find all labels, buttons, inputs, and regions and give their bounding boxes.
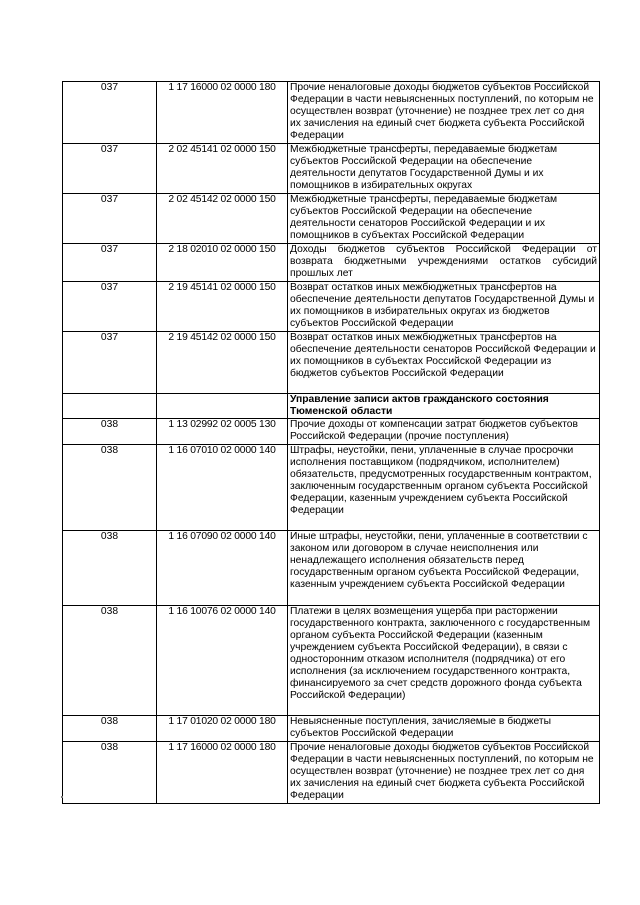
section-title: Управление записи актов гражданского состояния Тюменской области	[288, 394, 600, 419]
budget-code-cell	[157, 394, 288, 419]
admin-code-cell: 037	[63, 194, 157, 244]
revenue-name-cell: Невыясненные поступления, зачисляемые в бюджеты субъектов Российской Федерации	[288, 716, 600, 742]
admin-code-cell: 038	[63, 419, 157, 445]
revenue-name-cell: Доходы бюджетов субъектов Российской Федерации от возврата бюджетными учреждениями остатков субсидий прошлых лет	[288, 244, 600, 282]
budget-code-cell: 2 19 45141 02 0000 150	[157, 282, 288, 332]
admin-code-cell	[63, 394, 157, 419]
table-row	[63, 419, 600, 445]
budget-code-cell: 1 17 01020 02 0000 180	[157, 716, 288, 742]
budget-code-cell: 1 17 16000 02 0000 180	[157, 82, 288, 144]
scan-artifact	[61, 796, 63, 798]
admin-code-cell: 037	[63, 244, 157, 282]
admin-code-cell: 037	[63, 144, 157, 194]
table-row	[63, 742, 600, 804]
admin-code-cell: 037	[63, 332, 157, 394]
section-header-row	[63, 394, 600, 419]
revenue-name-cell: Прочие неналоговые доходы бюджетов субъектов Российской Федерации в части невыясненных поступлений, по которым не осуществлен возврат (уточнение) не позднее трех лет со дня их зачисления на единый счет бюджета субъекта Российской Федерации	[288, 742, 600, 804]
revenue-name-cell: Возврат остатков иных межбюджетных трансфертов на обеспечение деятельности депутатов Государственной Думы и их помощников в избирательных округах из бюджетов субъектов Российской Федерации	[288, 282, 600, 332]
revenue-name-cell: Штрафы, неустойки, пени, уплаченные в случае просрочки исполнения поставщиком (подрядчиком, исполнителем) обязательств, предусмотренных государственным контрактом, заключенным государственным органом субъекта Российской Федерации, казенным учреждением субъекта Российской Федерации	[288, 445, 600, 531]
budget-code-cell: 2 19 45142 02 0000 150	[157, 332, 288, 394]
revenue-name-cell: Иные штрафы, неустойки, пени, уплаченные в соответствии с законом или договором в случае неисполнения или ненадлежащего исполнения обязательств перед государственным органом субъекта Российской Федерации, казенным учреждением субъекта Российской Федерации	[288, 531, 600, 606]
budget-code-cell: 2 02 45142 02 0000 150	[157, 194, 288, 244]
revenue-name-cell: Прочие неналоговые доходы бюджетов субъектов Российской Федерации в части невыясненных поступлений, по которым не осуществлен возврат (уточнение) не позднее трех лет со дня их зачисления на единый счет бюджета субъекта Российской Федерации	[288, 82, 600, 144]
table-row	[63, 716, 600, 742]
admin-code-cell: 038	[63, 445, 157, 531]
table-row	[63, 445, 600, 531]
table-row	[63, 282, 600, 332]
table-row	[63, 194, 600, 244]
revenue-name-cell: Возврат остатков иных межбюджетных трансфертов на обеспечение деятельности сенаторов Российской Федерации и их помощников в субъектах Российской Федерации из бюджетов субъектов Российской Федерации	[288, 332, 600, 394]
table-row	[63, 332, 600, 394]
table-row	[63, 606, 600, 716]
revenue-name-cell: Межбюджетные трансферты, передаваемые бюджетам субъектов Российской Федерации на обеспечение деятельности сенаторов Российской Федерации и их помощников в субъектах Российской Федерации	[288, 194, 600, 244]
budget-code-cell: 1 16 10076 02 0000 140	[157, 606, 288, 716]
table-row	[63, 144, 600, 194]
revenue-codes-table	[62, 81, 600, 804]
admin-code-cell: 038	[63, 531, 157, 606]
admin-code-cell: 038	[63, 742, 157, 804]
revenue-name-cell: Платежи в целях возмещения ущерба при расторжении государственного контракта, заключенного с государственным органом субъекта Российской Федерации (казенным учреждением субъекта Российской Федерации), в связи с односторонним отказом исполнителя (подрядчика) от его исполнения (за исключением государственного контракта, финансируемого за счет средств дорожного фонда субъекта Российской Федерации)	[288, 606, 600, 716]
admin-code-cell: 037	[63, 82, 157, 144]
revenue-name-cell: Межбюджетные трансферты, передаваемые бюджетам субъектов Российской Федерации на обеспечение деятельности депутатов Государственной Думы и их помощников в избирательных округах	[288, 144, 600, 194]
budget-code-cell: 1 17 16000 02 0000 180	[157, 742, 288, 804]
budget-code-cell: 1 16 07010 02 0000 140	[157, 445, 288, 531]
table-row	[63, 244, 600, 282]
budget-code-cell: 2 18 02010 02 0000 150	[157, 244, 288, 282]
admin-code-cell: 037	[63, 282, 157, 332]
budget-code-cell: 2 02 45141 02 0000 150	[157, 144, 288, 194]
budget-code-cell: 1 13 02992 02 0005 130	[157, 419, 288, 445]
admin-code-cell: 038	[63, 716, 157, 742]
table-row	[63, 531, 600, 606]
revenue-name-cell: Прочие доходы от компенсации затрат бюджетов субъектов Российской Федерации (прочие поступления)	[288, 419, 600, 445]
admin-code-cell: 038	[63, 606, 157, 716]
table-row	[63, 82, 600, 144]
budget-code-cell: 1 16 07090 02 0000 140	[157, 531, 288, 606]
